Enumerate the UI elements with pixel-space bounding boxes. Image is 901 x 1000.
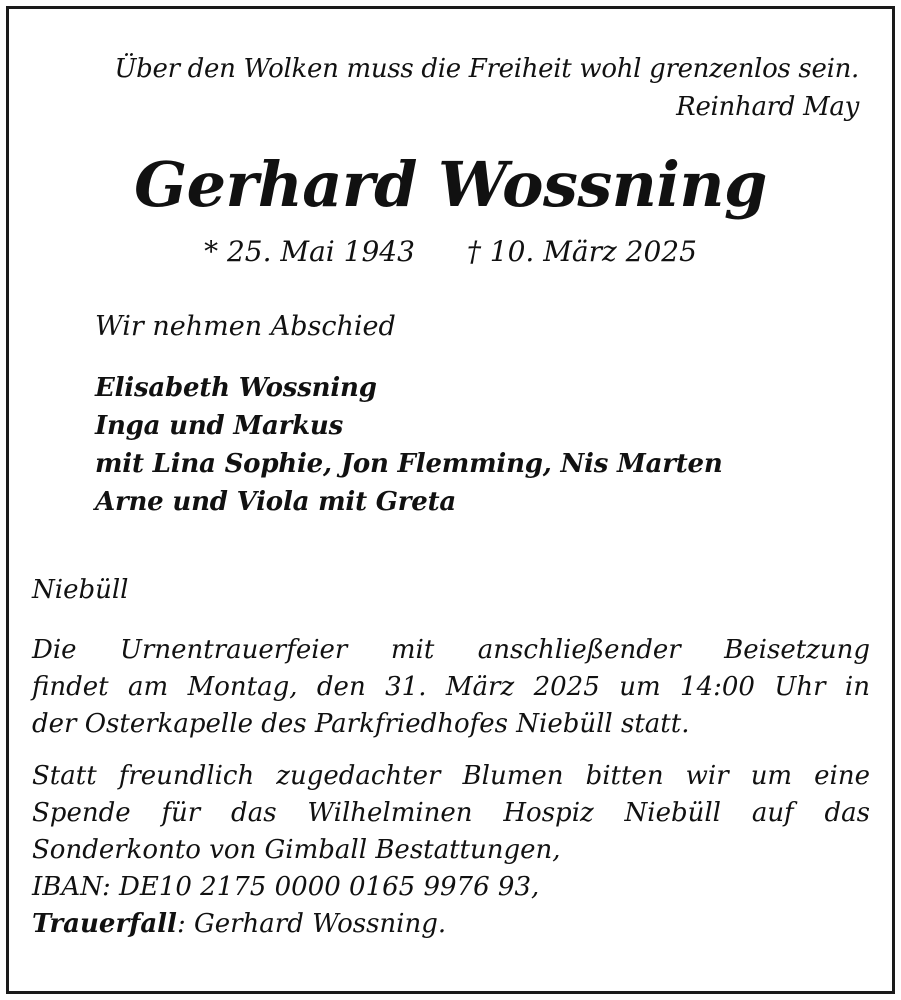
birth-date: * 25. Mai 1943	[204, 235, 415, 268]
quote-text: Über den Wolken muss die Freiheit wohl grenzenlos sein.	[114, 54, 859, 84]
farewell-text: Wir nehmen Abschied	[95, 311, 396, 342]
donation-paragraph	[32, 758, 870, 943]
donation-line: Sonderkonto von Gimball Bestattungen,	[32, 835, 561, 865]
donation-line: Spende für das Wilhelminen Hospiz Niebüll auf das	[32, 798, 870, 828]
ceremony-line: Die Urnentrauerfeier mit anschließender Beisetzung	[32, 635, 870, 665]
life-dates	[0, 232, 901, 272]
ceremony-paragraph	[32, 632, 870, 743]
family-member: Elisabeth Wossning	[95, 373, 377, 403]
donation-line: Statt freundlich zugedachter Blumen bitten wir um eine	[32, 761, 870, 791]
family-member: mit Lina Sophie, Jon Flemming, Nis Marten	[95, 449, 723, 479]
quote-block	[115, 50, 859, 126]
reference-line	[32, 906, 870, 943]
ceremony-line: findet am Montag, den 31. März 2025 um 14:00 Uhr in	[32, 672, 870, 702]
ceremony-line: der Osterkapelle des Parkfriedhofes Niebüll statt.	[32, 709, 690, 739]
death-date: † 10. März 2025	[466, 235, 697, 268]
family-member: Inga und Markus	[95, 411, 344, 441]
iban-line: IBAN: DE10 2175 0000 0165 9976 93,	[32, 872, 540, 902]
place-name: Niebüll	[32, 575, 129, 605]
reference-label: Trauerfall	[32, 909, 177, 939]
family-member: Arne und Viola mit Greta	[95, 487, 457, 517]
reference-value: : Gerhard Wossning.	[176, 909, 447, 939]
family-list	[95, 369, 723, 521]
deceased-name: Gerhard Wossning	[134, 148, 767, 221]
quote-author: Reinhard May	[676, 92, 859, 122]
